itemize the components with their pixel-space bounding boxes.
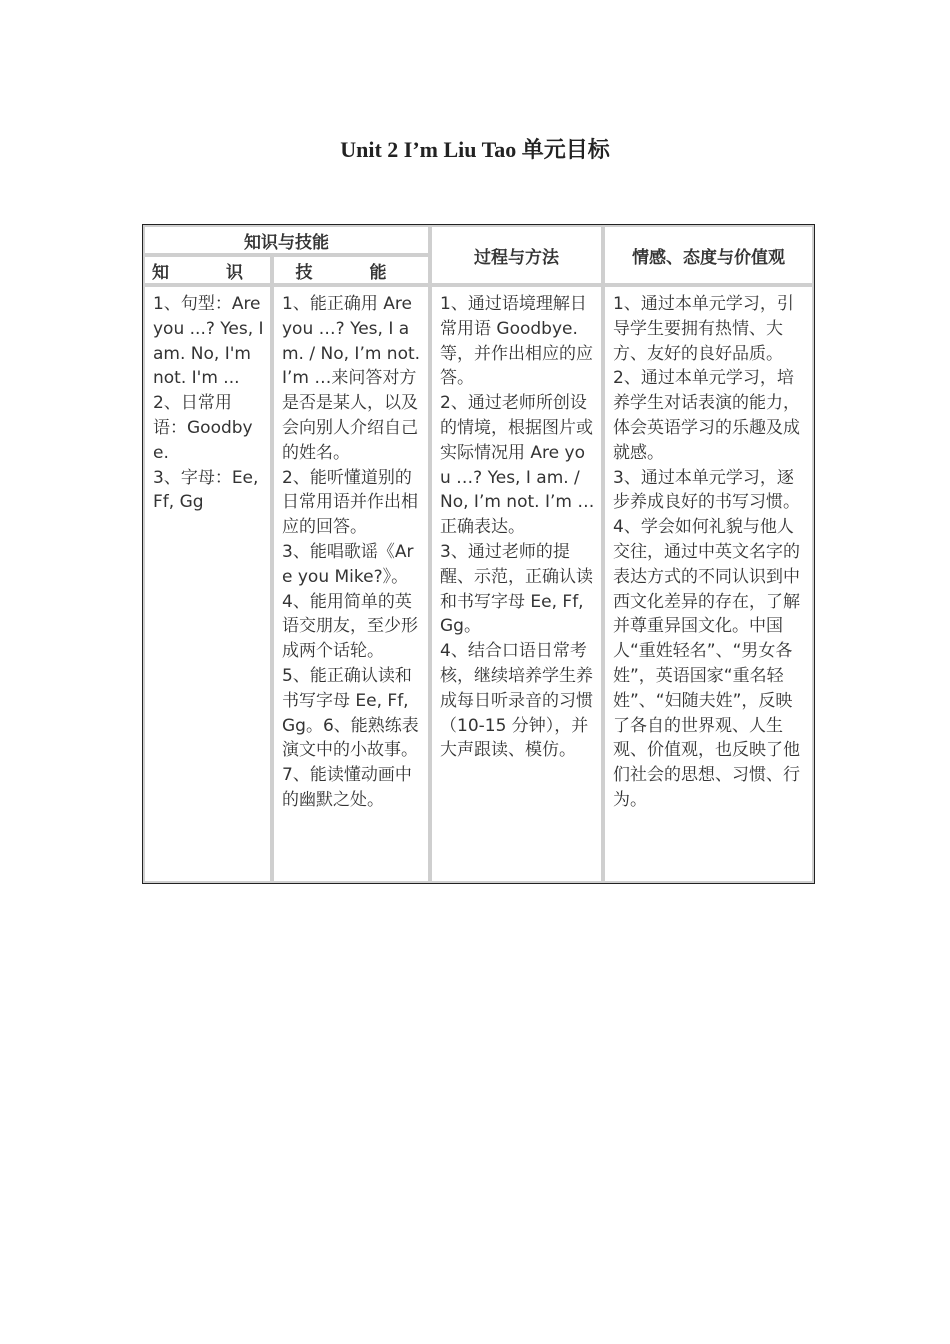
header-skill: 技 能 xyxy=(272,255,430,285)
skill-item: 2、能听懂道别的日常用语并作出相应的回答。 xyxy=(282,467,418,538)
process-item: 4、结合口语日常考核，继续培养学生养成每日听录音的习惯（10-15 分钟），并大声跟读、模仿。 xyxy=(440,641,593,761)
header-emotion-attitude-values: 情感、态度与价值观 xyxy=(603,225,814,285)
emotion-item: 2、通过本单元学习，培养学生对话表演的能力，体会英语学习的乐趣及成就感。 xyxy=(613,368,800,463)
skill-item: 7、能读懂动画中的幽默之处。 xyxy=(282,765,412,810)
knowledge-item: 3、字母：Ee, Ff, Gg xyxy=(153,467,264,513)
page-title: Unit 2 I’m Liu Tao 单元目标 xyxy=(340,137,610,162)
process-item: 1、通过语境理解日常用语 Goodbye.等，并作出相应的应答。 xyxy=(440,294,593,389)
emotion-cell xyxy=(603,285,814,883)
unit-goals-table xyxy=(142,224,815,884)
header-process-and-method: 过程与方法 xyxy=(430,225,603,285)
knowledge-item: 1、句型：Are you ...? Yes, I am. No, I'm not. I'm ... xyxy=(153,294,269,389)
knowledge-cell xyxy=(143,285,272,883)
header-knowledge: 知 识 xyxy=(143,255,272,285)
skill-item: 3、能唱歌谣《Are you Mike?》。 xyxy=(282,541,414,587)
emotion-item: 4、学会如何礼貌与他人交往，通过中英文名字的表达方式的不同认识到中西文化差异的存在，了解并尊重异国文化。中国人“重姓轻名”、“男女各姓”，英语国家“重名轻姓”、“妇随夫姓”，反映了各自的世界观、人生观、价值观，也反映了他们社会的思想、习惯、行为。 xyxy=(613,517,800,810)
process-item: 3、通过老师的提醒、示范，正确认读和书写字母 Ee, Ff, Gg。 xyxy=(440,541,593,637)
process-item: 2、通过老师所创设的情境，根据图片或实际情况用 Are you …? Yes, I am. / No, I’m not. I’m …正确表达。 xyxy=(440,393,595,538)
header-knowledge-and-skill: 知识与技能 xyxy=(143,225,430,255)
skill-item: 4、能用简单的英语交朋友，至少形成两个话轮。 xyxy=(282,591,418,662)
knowledge-item: 2、日常用语：Goodbye. xyxy=(153,393,253,463)
skill-item: 1、能正确用 Are you …? Yes, I am. / No, I’m not. I’m …来问答对方是否是某人，以及会向别人介绍自己的姓名。 xyxy=(282,294,426,463)
emotion-item: 3、通过本单元学习，逐步养成良好的书写习惯。 xyxy=(613,467,800,513)
skill-item: 5、能正确认读和书写字母 Ee, Ff, Gg。6、能熟练表演文中的小故事。 xyxy=(282,665,419,761)
skill-cell xyxy=(272,285,430,883)
process-cell xyxy=(430,285,603,883)
emotion-item: 1、通过本单元学习，引导学生要拥有热情、大方、友好的良好品质。 xyxy=(613,294,794,364)
